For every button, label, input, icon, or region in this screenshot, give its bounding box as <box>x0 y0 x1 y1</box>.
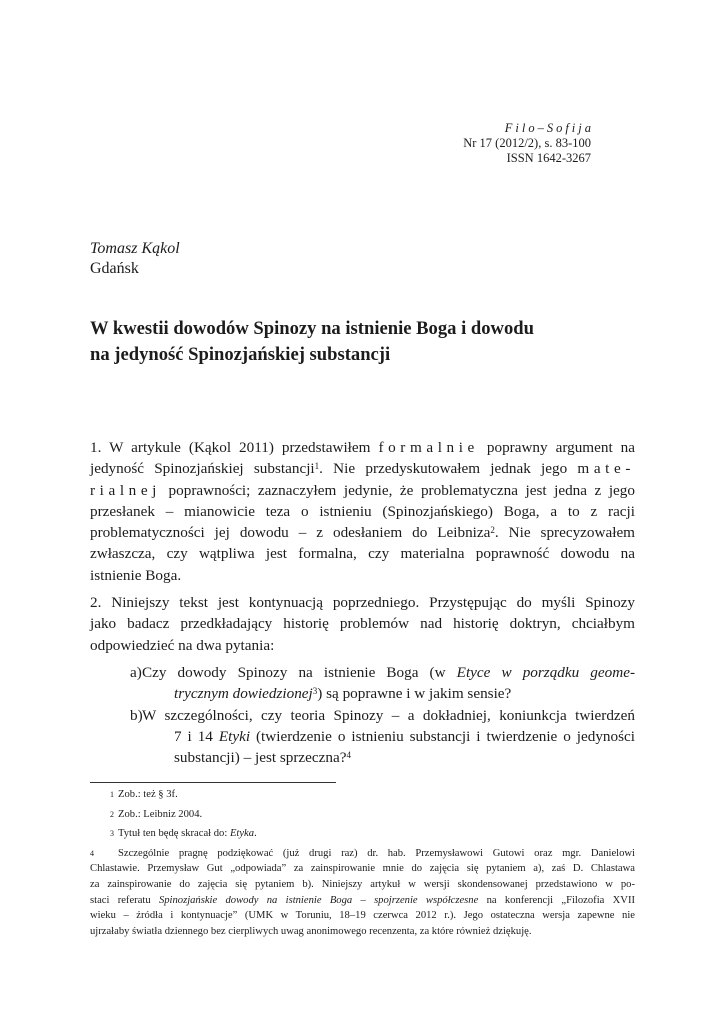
text-line: rialnej poprawności; zaznaczyłem jedynie, że problematyczna jest jedna z jego <box>90 481 635 499</box>
text-line: 7 i 14 Etyki (twierdzenie o istnieniu substancji i twierdzenie o jedyności <box>174 727 635 745</box>
text-line: 1. W artykule (Kąkol 2011) przedstawiłem formalnie poprawny argument na <box>90 439 635 456</box>
author-block <box>90 239 180 279</box>
footnote-ref[interactable]: 2 <box>490 525 495 536</box>
title-line: na jedyność Spinozjańskiej substancji <box>90 344 391 365</box>
text-line: Czy dowody Spinozy na istnienie Boga (w Etyce w porządku geome- <box>142 663 636 681</box>
journal-header <box>371 121 594 166</box>
text-line: istnienie Boga. <box>90 566 182 584</box>
text-line: problematyczności jej dowodu – z odesłaniem do Leibniza$^2$. Nie sprecyzowałem <box>90 524 635 542</box>
text-line: jako badacz przedkładający historię problemów nad historię doktryn, chciałbym <box>90 615 635 633</box>
footnote-ref[interactable]: 4 <box>346 750 351 761</box>
text-line: przesłanek – mianowicie teza o istnieniu (Spinozjańskiego) Boga, a to z racji <box>90 502 635 520</box>
footnote-3: 3 Tytuł ten będę skracał do: Etyka. <box>110 828 257 840</box>
paragraph-2 <box>90 592 635 656</box>
paragraph-1 <box>90 437 635 586</box>
article-body <box>90 437 635 768</box>
list-item-a <box>90 662 635 705</box>
list-label: a) <box>130 663 142 681</box>
list-item-b <box>90 705 635 769</box>
footnote-ref[interactable]: 1 <box>314 461 320 472</box>
journal-issn: ISSN 1642-3267 <box>506 151 591 165</box>
journal-issue: Nr 17 (2012/2), s. 83-100 <box>463 136 591 150</box>
text-line: substancji) – jest sprzeczna?$^4$ <box>174 749 351 767</box>
text-line: odpowiedzieć na dwa pytania: <box>90 636 275 654</box>
text-line: W szczególności, czy teoria Spinozy – a dokładniej, koniunkcja twierdzeń <box>142 706 635 724</box>
list-label: b) <box>130 706 143 724</box>
text-line: jedyność Spinozjańskiej substancji$^1$. Nie przedyskutowałem jednak jego mate- <box>90 460 635 478</box>
text-line: zwłaszcza, czy wątpliwa jest formalna, czy materialna poprawność dowodu na <box>90 545 635 563</box>
footnotes <box>90 787 635 943</box>
footnote-ref[interactable]: 3 <box>312 686 318 697</box>
footnote-4: 4 Szczególnie pragnę podziękować (już drugi raz) dr. hab. Przemysławowi Gutowi oraz mgr. Danielowi Chlastawie. Przemysław Gut „odpowiada” za zainspirowanie mnie do zajęcia się pytaniem a), zaś D. Chlastawa za zainspirowanie do zajęcia się pytaniem b). Niniejszy artykuł w wersji skondensowanej przedstawiono w po- staci referatu Spinozjańskie dowody na istnienie Boga – spojrzenie współczesne na konferencji „Filozofia XVII wieku – źródła i kontynuacje” (UMK w Toruniu, 18–19 czerwca 2012 r.). Jego ostateczna wersja zapewne nie ujrzałaby światła dziennego bez cierpliwych uwag anonimowego recenzenta, za które również dziękuję. <box>90 847 635 937</box>
journal-name: Filo–Sofija <box>504 121 594 135</box>
text-line: trycznym dowiedzionej$^3$) są poprawne i w jakim sensie? <box>174 685 512 703</box>
text-line: 2. Niniejszy tekst jest kontynuacją poprzedniego. Przystępując do myśli Spinozy <box>90 594 635 612</box>
article-title <box>90 316 650 368</box>
author-affiliation: Gdańsk <box>90 260 139 277</box>
title-line: W kwestii dowodów Spinozy na istnienie Boga i dowodu <box>90 318 534 339</box>
footnote-2: 2 Zob.: Leibniz 2004. <box>110 808 203 820</box>
footnote-divider <box>90 782 336 783</box>
footnote-1: 1 Zob.: też § 3f. <box>110 789 178 800</box>
author-name: Tomasz Kąkol <box>90 240 180 257</box>
